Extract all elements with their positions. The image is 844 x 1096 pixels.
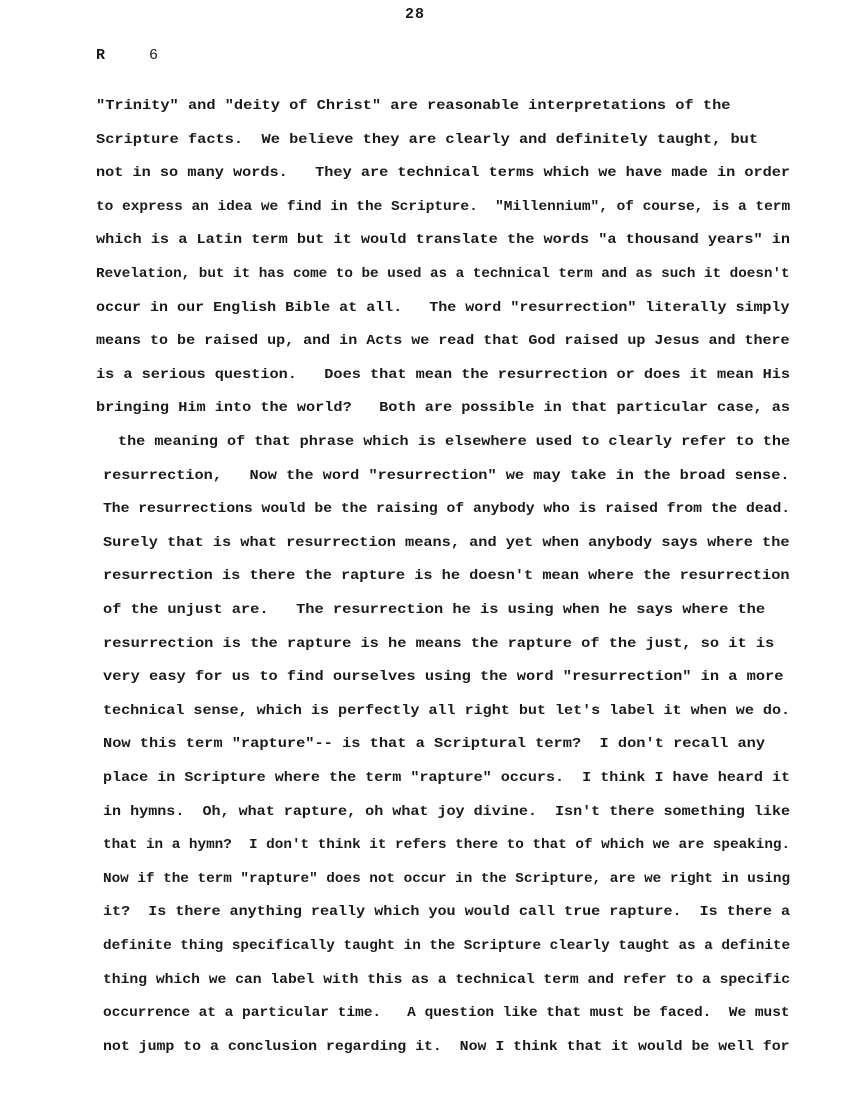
- text-line: which is a Latin term but it would translate the words "a thousand years" in: [96, 232, 791, 249]
- text-line: is a serious question. Does that mean the resurrection or does it mean His: [96, 366, 791, 383]
- text-line: not in so many words. They are technical terms which we have made in order: [96, 165, 791, 182]
- text-line: resurrection is the rapture is he means the rapture of the just, so it is: [103, 635, 775, 652]
- text-line: resurrection is there the rapture is he doesn't mean where the resurrection: [103, 568, 790, 585]
- text-line: Now if the term "rapture" does not occur in the Scripture, are we right in using: [103, 870, 791, 887]
- text-line: in hymns. Oh, what rapture, oh what joy divine. Isn't there something like: [103, 803, 791, 820]
- text-line: Revelation, but it has come to be used as a technical term and as such it doesn't: [96, 266, 790, 282]
- text-line: it? Is there anything really which you would call true rapture. Is there a: [103, 904, 791, 921]
- text-line: that in a hymn? I don't think it refers there to that of which we are speaking.: [103, 837, 791, 854]
- text-line: very easy for us to find ourselves using the word "resurrection" in a more: [103, 669, 784, 686]
- sheet-number: 6: [149, 47, 159, 64]
- text-line: occurrence at a particular time. A question like that must be faced. We must: [103, 1005, 790, 1022]
- text-line: Now this term "rapture"-- is that a Scriptural term? I don't recall any: [103, 736, 766, 753]
- text-line: the meaning of that phrase which is elsewhere used to clearly refer to the: [118, 434, 791, 450]
- text-line: The resurrections would be the raising of anybody who is raised from the dead.: [103, 501, 791, 518]
- text-line: bringing Him into the world? Both are possible in that particular case, as: [96, 400, 791, 417]
- text-line: thing which we can label with this as a technical term and refer to a specific: [103, 971, 791, 988]
- text-line: to express an idea we find in the Scripture. "Millennium", of course, is a term: [96, 198, 791, 215]
- text-line: technical sense, which is perfectly all right but let's label it when we do.: [103, 702, 791, 719]
- text-line: definite thing specifically taught in the Scripture clearly taught as a definite: [103, 938, 791, 954]
- text-line: resurrection, Now the word "resurrection" we may take in the broad sense.: [103, 467, 790, 484]
- series-letter: R: [96, 47, 106, 64]
- text-line: means to be raised up, and in Acts we read that God raised up Jesus and there: [96, 333, 790, 350]
- page-header: [96, 47, 158, 64]
- text-line: Surely that is what resurrection means, and yet when anybody says where the: [103, 534, 790, 551]
- text-line: place in Scripture where the term "rapture" occurs. I think I have heard it: [103, 770, 791, 786]
- text-line: of the unjust are. The resurrection he is using when he says where the: [103, 602, 766, 618]
- text-line: occur in our English Bible at all. The word "resurrection" literally simply: [96, 299, 790, 316]
- text-line: not jump to a conclusion regarding it. Now I think that it would be well for: [103, 1038, 790, 1055]
- text-line: "Trinity" and "deity of Christ" are reasonable interpretations of the: [96, 98, 731, 114]
- page-number: 28: [405, 6, 426, 23]
- text-line: Scripture facts. We believe they are clearly and definitely taught, but: [96, 131, 759, 148]
